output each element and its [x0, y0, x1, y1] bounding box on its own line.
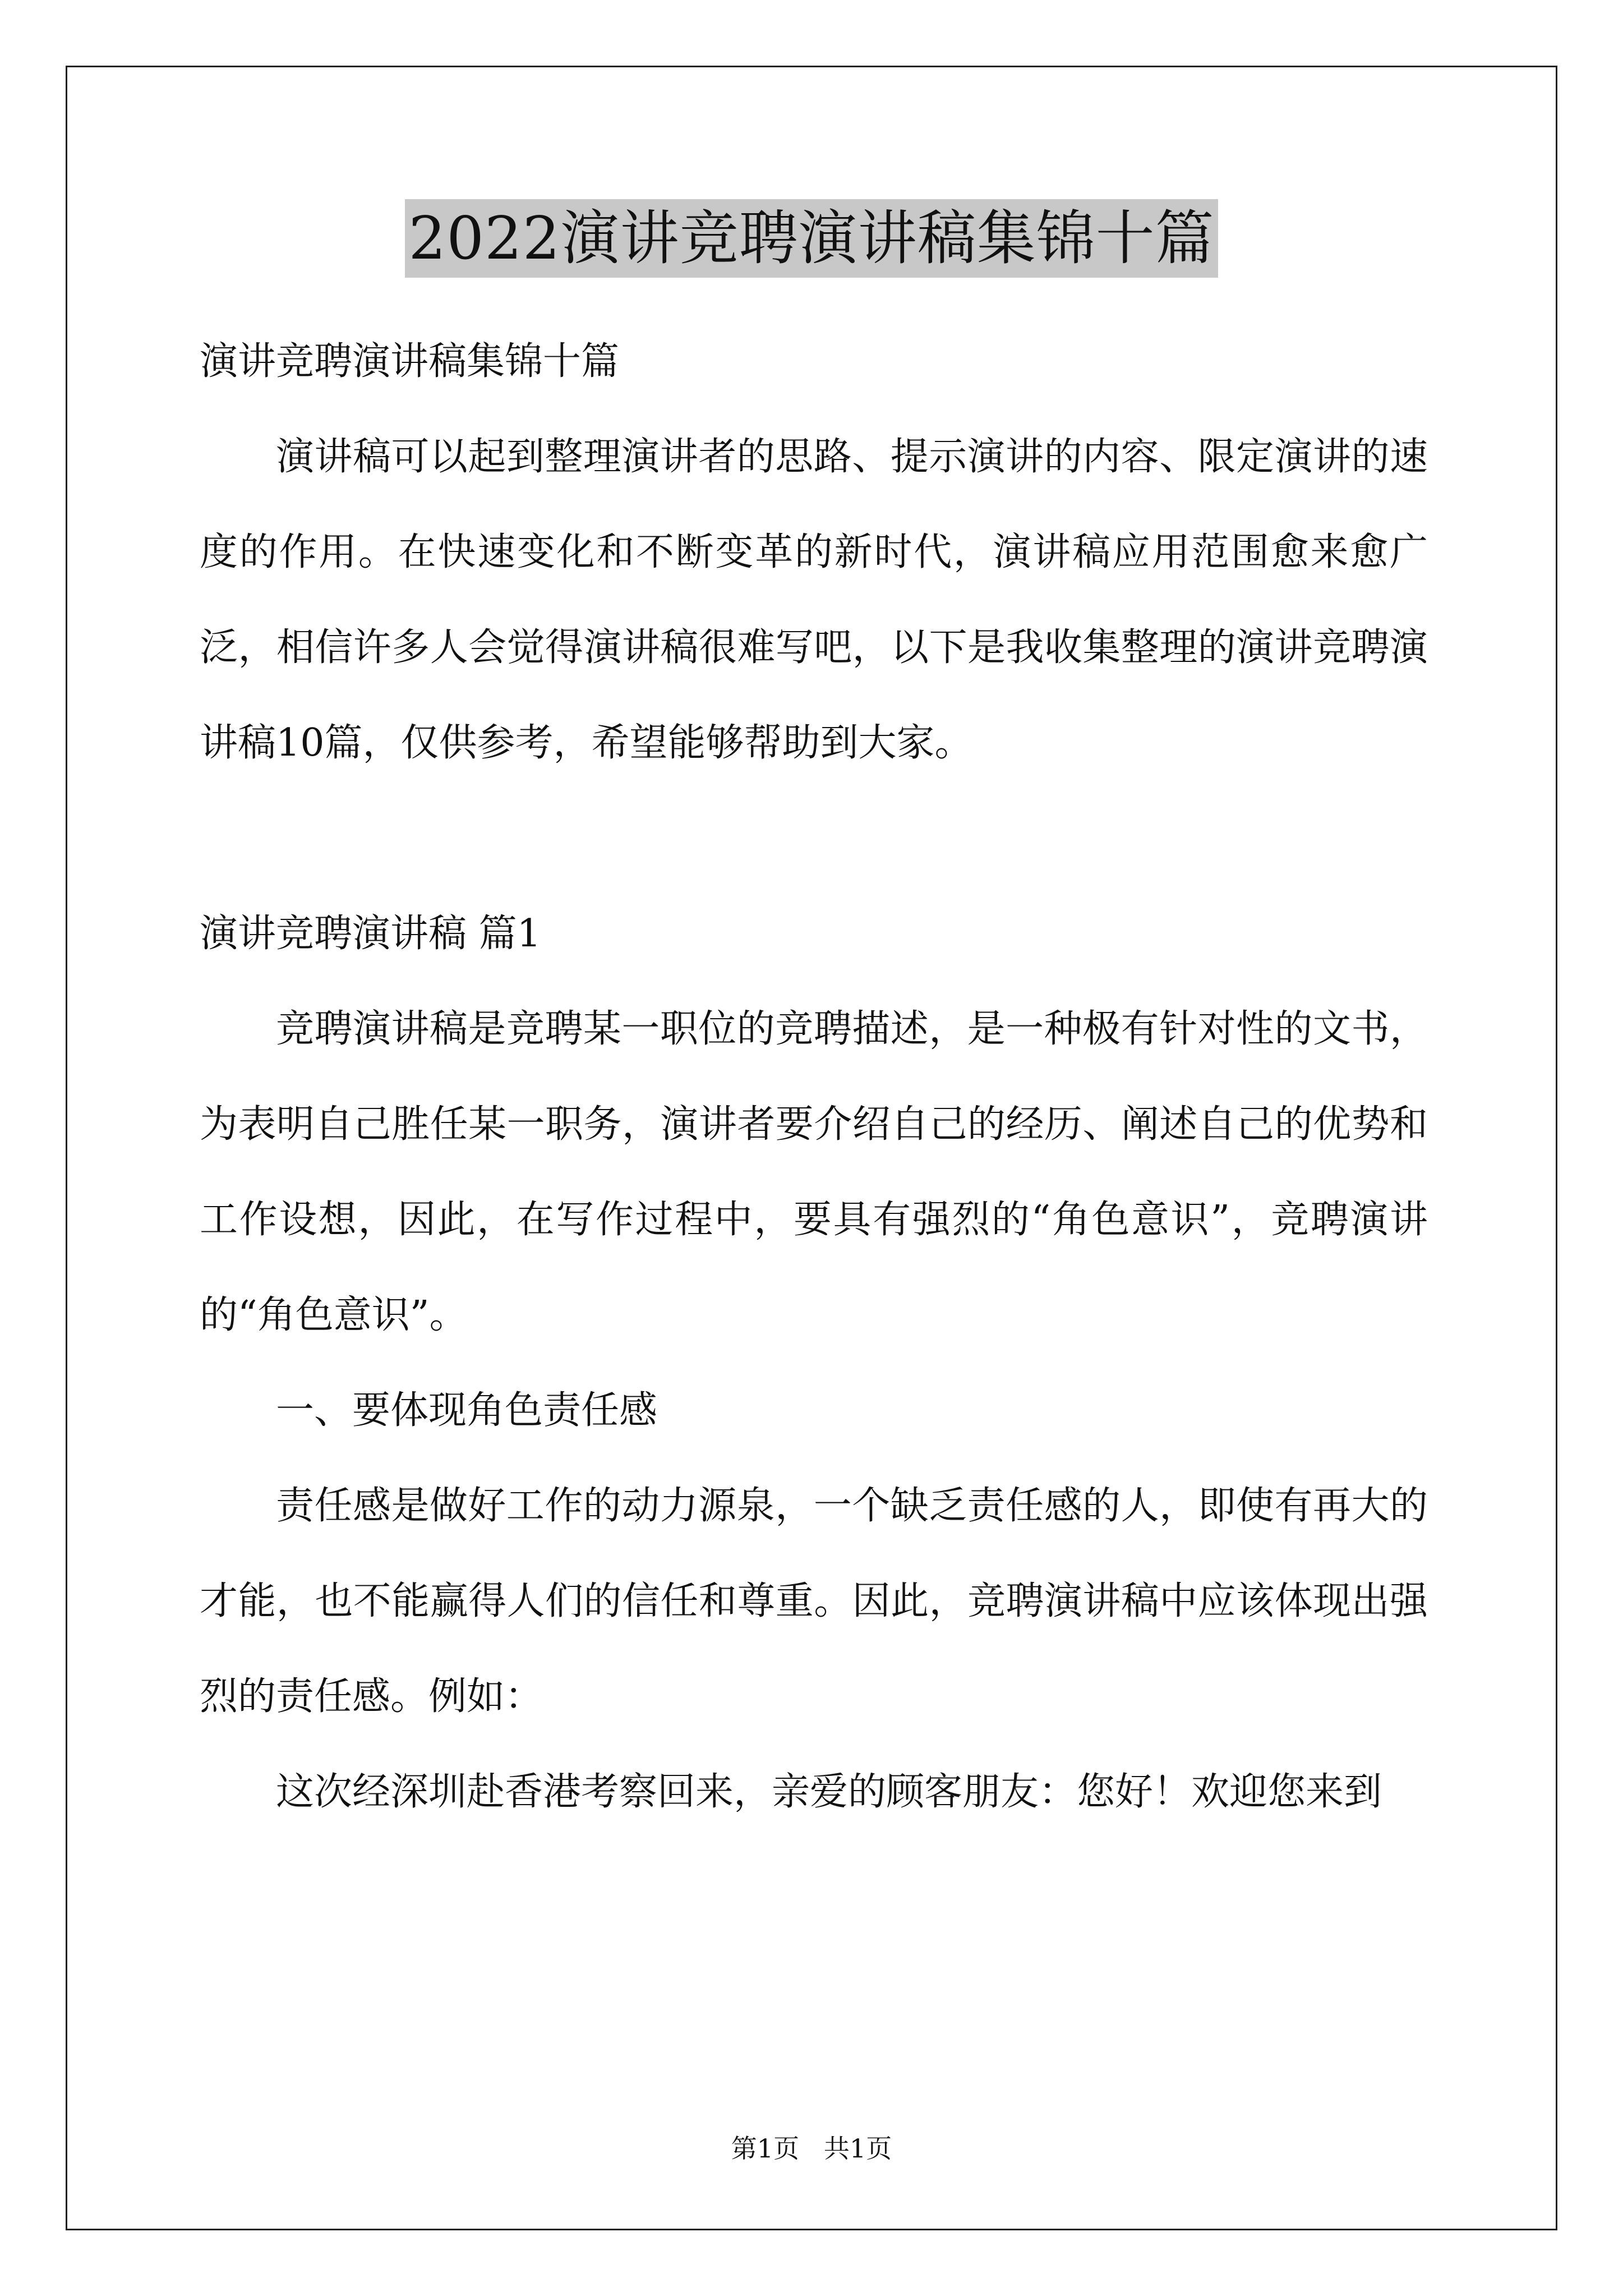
body-paragraph-1: 竞聘演讲稿是竞聘某一职位的竞聘描述，是一种极有针对性的文书，为表明自己胜任某一职务，演讲者要介绍自己的经历、阐述自己的优势和工作设想，因此，在写作过程中，要具有强烈的“角色意识”，竞聘演讲的“角色意识”。: [200, 1007, 1428, 1337]
point-heading-1: 一、要体现角色责任感: [276, 1388, 658, 1433]
document-subtitle: 演讲竞聘演讲稿集锦十篇: [200, 339, 620, 384]
page-number: 第1页 共1页: [731, 2133, 892, 2164]
document-body: [200, 314, 1428, 1840]
section-heading: 演讲竞聘演讲稿 篇1: [200, 912, 541, 956]
page-footer: [0, 2132, 1623, 2165]
document-title: 2022演讲竞聘演讲稿集锦十篇: [405, 199, 1218, 278]
intro-paragraph: 演讲稿可以起到整理演讲者的思路、提示演讲的内容、限定演讲的速度的作用。在快速变化和不断变革的新时代，演讲稿应用范围愈来愈广泛，相信许多人会觉得演讲稿很难写吧，以下是我收集整理的演讲竞聘演讲稿10篇，仅供参考，希望能够帮助到大家。: [200, 435, 1428, 765]
body-paragraph-2: 责任感是做好工作的动力源泉，一个缺乏责任感的人，即使有再大的才能，也不能赢得人们的信任和尊重。因此，竞聘演讲稿中应该体现出强烈的责任感。例如：: [200, 1484, 1428, 1719]
title-container: [0, 199, 1623, 278]
body-paragraph-3: 这次经深圳赴香港考察回来，亲爱的顾客朋友：您好！欢迎您来到: [276, 1770, 1382, 1814]
